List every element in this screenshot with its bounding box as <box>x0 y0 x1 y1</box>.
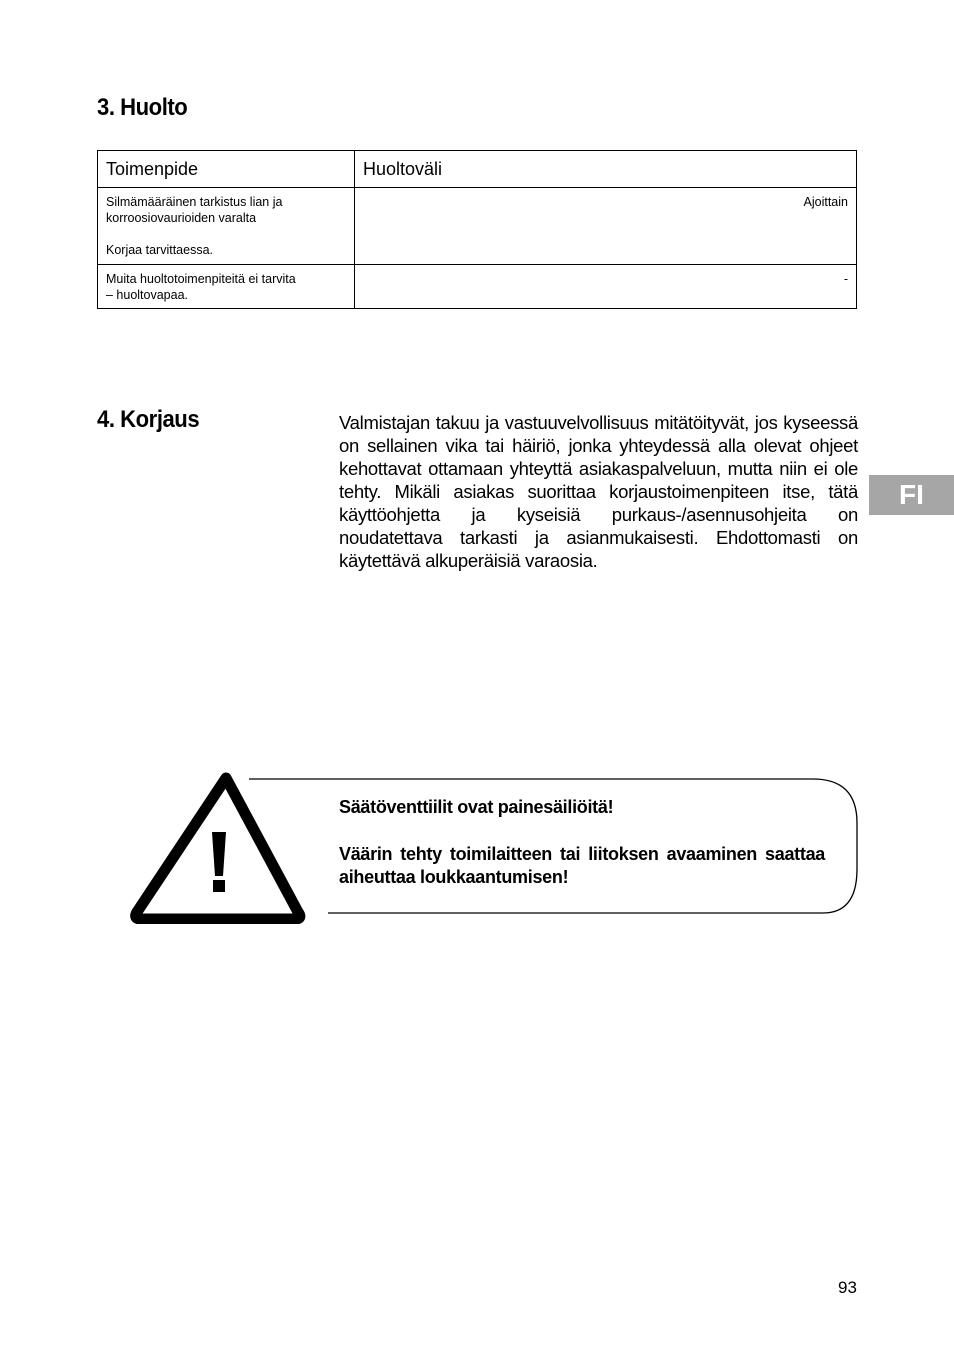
table-cell-action <box>98 188 355 265</box>
section-heading-korjaus: 4. Korjaus <box>97 406 200 433</box>
column-header-action: Toimenpide <box>98 151 355 188</box>
action-text-line: korroosiovaurioiden varalta <box>106 211 257 225</box>
action-text-line: Muita huoltotoimenpiteitä ei tarvita <box>106 272 296 286</box>
table-cell-action <box>98 265 355 309</box>
action-text-line: – huoltovapaa. <box>106 288 189 302</box>
column-header-interval: Huoltoväli <box>355 151 857 188</box>
table-cell-interval: Ajoittain <box>355 188 857 265</box>
language-tab-label: FI <box>899 479 924 510</box>
table-header-row <box>98 151 857 188</box>
table-row <box>98 188 857 265</box>
action-text-line: Korjaa tarvittaessa. <box>106 243 213 257</box>
language-tab <box>869 475 954 515</box>
section-heading-huolto: 3. Huolto <box>97 94 188 121</box>
repair-paragraph: Valmistajan takuu ja vastuuvelvollisuus mitätöityvät, jos kyseessä on sellainen vika tai häiriö, jonka yhteydessä alla olevat ohjeet kehottavat ottamaan yhteyttä asiakaspalveluun, mutta niin ei ole tehty. Mikäli asiakas suorittaa korjaustoimenpiteen itse, tätä käyttöohjetta ja kyseisiä purkaus-/asennusohjeita on noudatettava tarkasti ja asianmukaisesti. Ehdottomasti on käytettävä alkuperäisiä varaosia. <box>339 412 858 571</box>
page-number: 93 <box>838 1278 857 1297</box>
warning-triangle-icon <box>136 778 300 919</box>
maintenance-table <box>97 150 857 309</box>
table-cell-interval: - <box>355 265 857 309</box>
warning-title: Säätöventtiilit ovat painesäiliöitä! <box>339 797 614 817</box>
table-row <box>98 265 857 309</box>
action-text-line: Silmämääräinen tarkistus lian ja <box>106 195 283 209</box>
warning-text: Väärin tehty toimilaitteen tai liitoksen avaaminen saattaa aiheuttaa loukkaantumisen! <box>339 844 825 887</box>
